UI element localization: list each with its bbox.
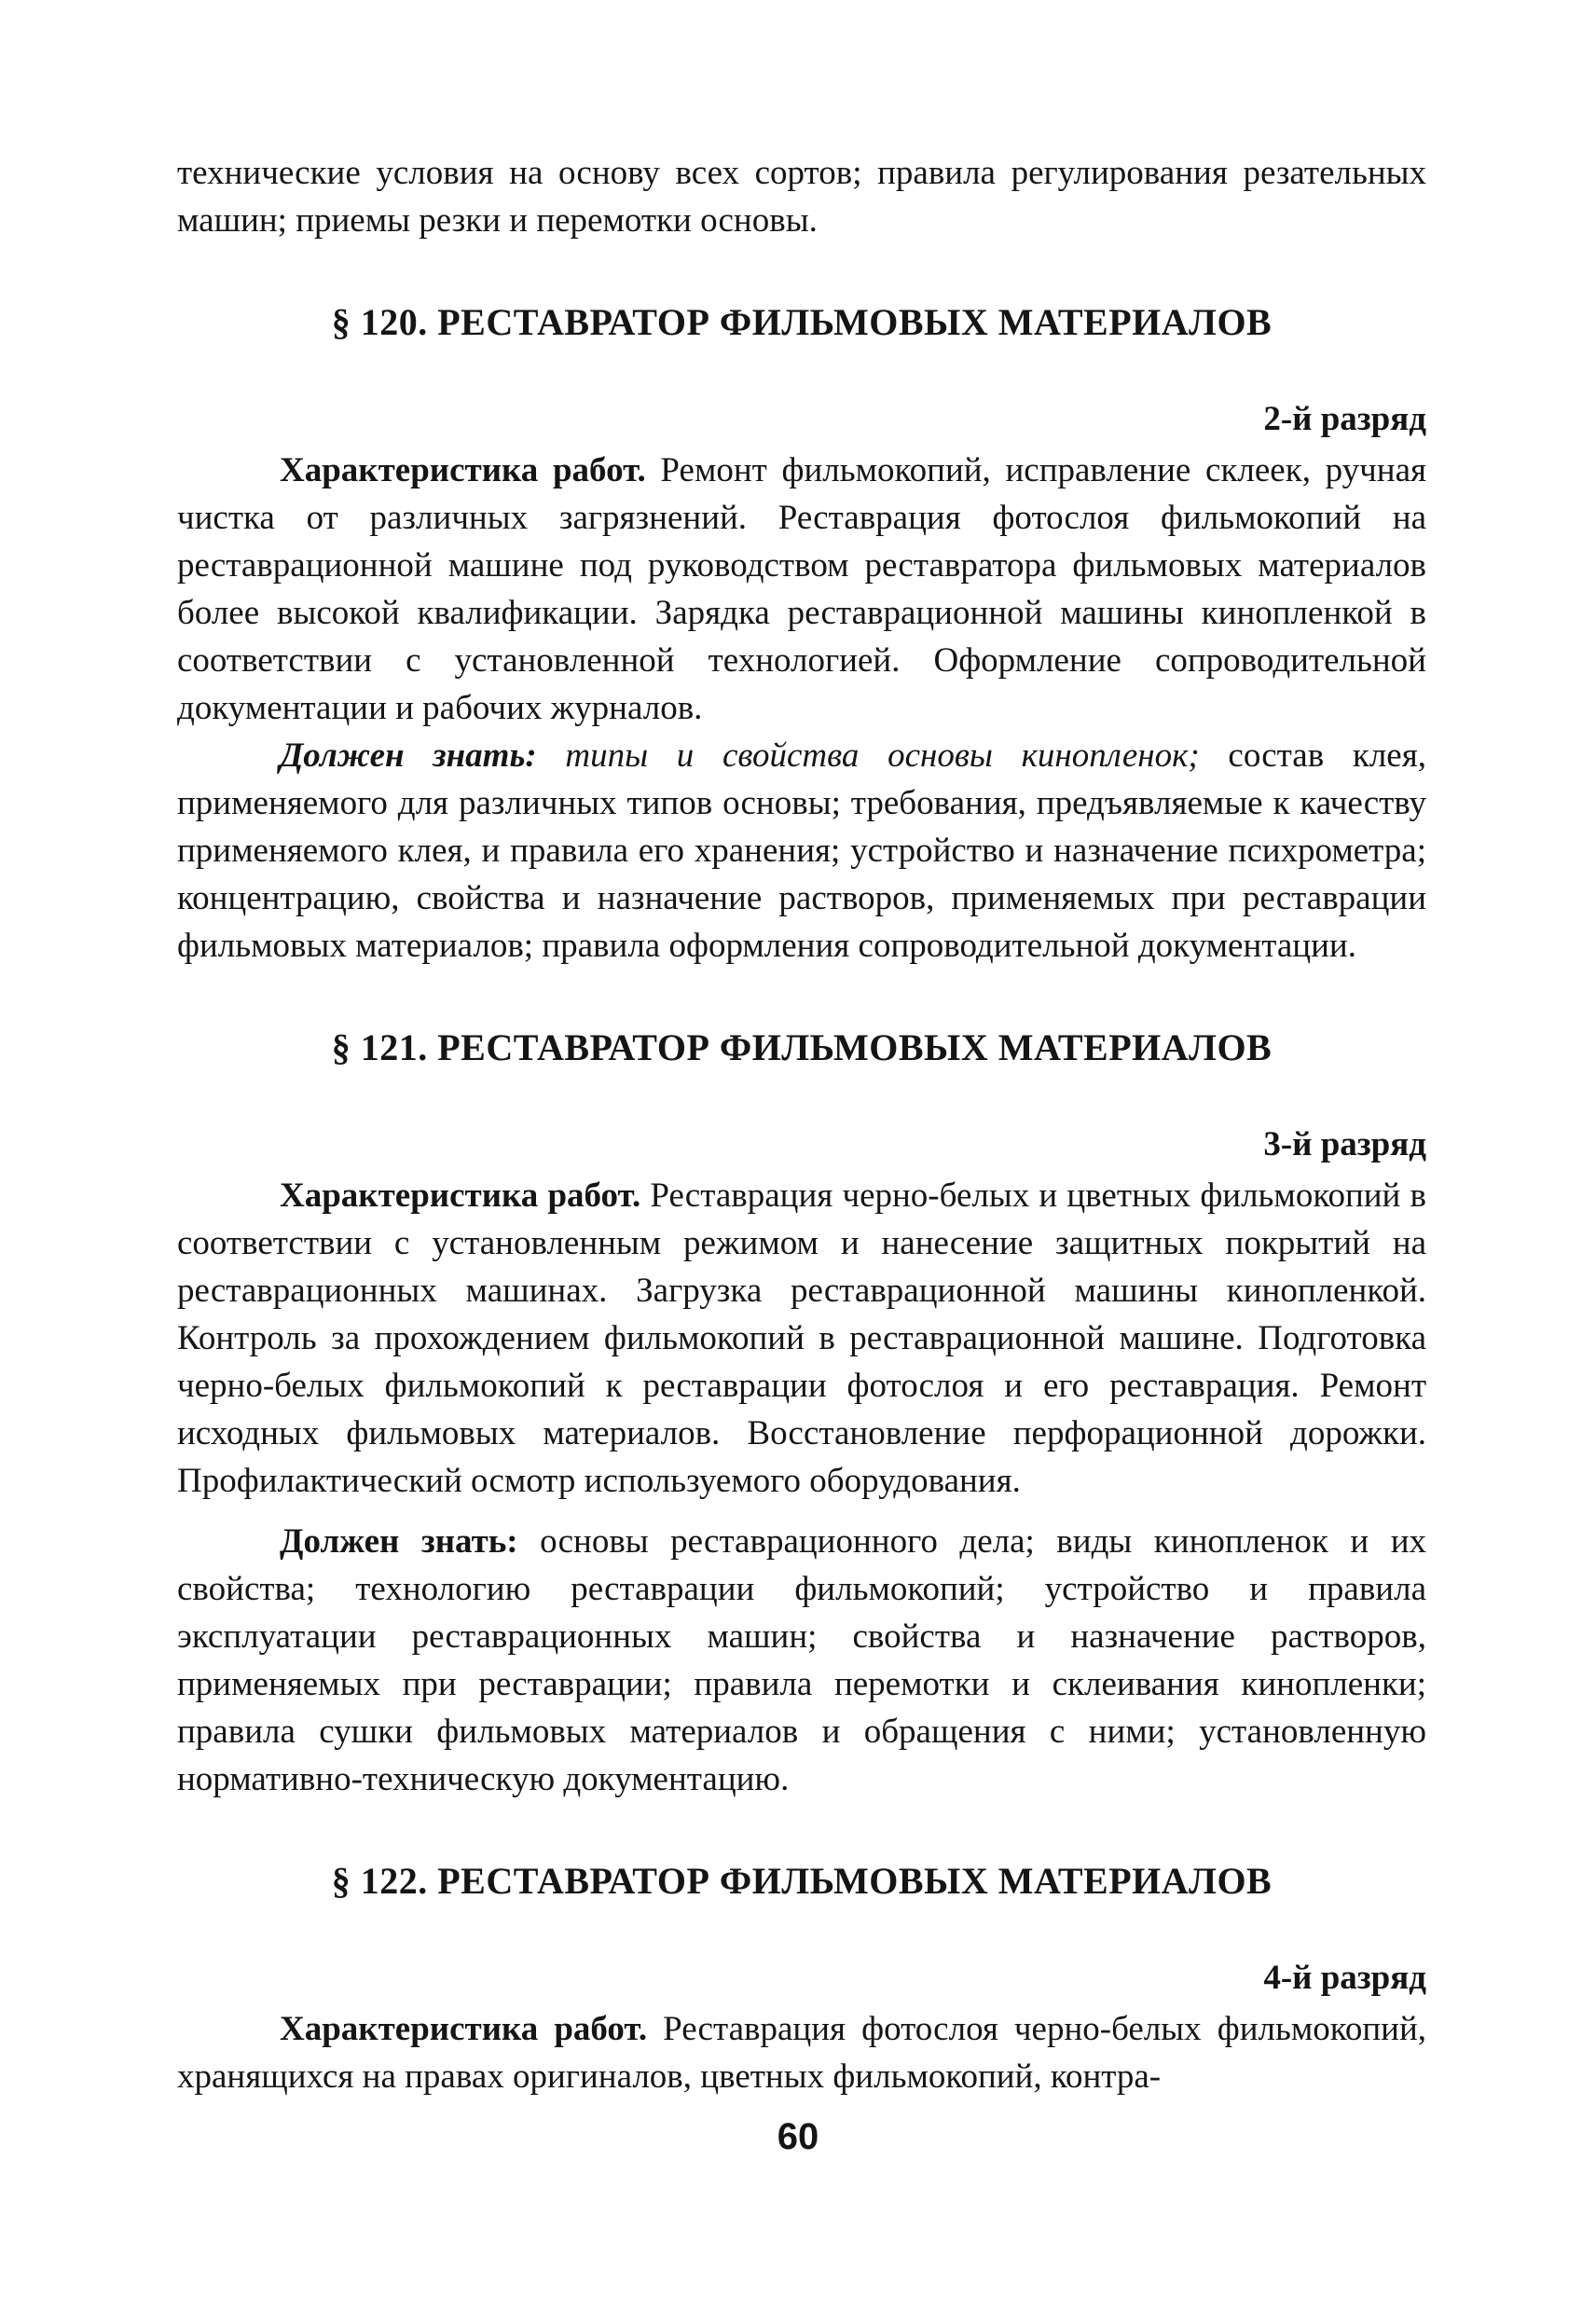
section-120-grade: 2-й разряд: [1263, 400, 1426, 438]
work-text: Реставрация черно-белых и цветных фильмокопий в соответствии с установленным режимом и нанесение защитных покрытий на реставрационных машинах. Загрузка реставрационной машины кинопленкой. Контроль за прохождением фильмокопий в реставрационной машине. Подготовка черно-белых фильмокопий к реставрации фотослоя и его реставрация. Ремонт исходных фильмовых материалов. Восстановление перфорационной дорожки. Профилактический осмотр используемого оборудования.: [177, 1177, 1426, 1500]
know-text: состав клея, применяемого для различных типов основы; требования, предъявляемые к качеству применяемого клея, и правила его хранения; устройство и назначение психрометра; концентрацию, свойства и назначение растворов, применяемых при реставрации фильмовых материалов; правила оформления сопроводительной документации.: [177, 736, 1426, 965]
section-120-heading: § 120. РЕСТАВРАТОР ФИЛЬМОВЫХ МАТЕРИАЛОВ: [331, 301, 1273, 343]
section-121-must-know: [177, 1518, 1426, 1803]
work-text: Ремонт фильмокопий, исправление склеек, ручная чистка от различных загрязнений. Реставрация фотослоя фильмокопий на реставрационной машине под руководством реставратора фильмовых материалов более высокой квалификации. Зарядка реставрационной машины кинопленкой в соответствии с установленной технологией. Оформление сопроводительной документации и рабочих журналов.: [177, 451, 1427, 727]
section-121-heading: § 121. РЕСТАВРАТОР ФИЛЬМОВЫХ МАТЕРИАЛОВ: [331, 1026, 1273, 1068]
section-121-grade: 3-й разряд: [1263, 1125, 1426, 1163]
section-121-work-characteristics: [177, 1172, 1426, 1505]
section-120-must-know: [177, 732, 1426, 970]
work-label: Характеристика работ.: [280, 451, 646, 489]
intro-paragraph: технические условия на основу всех сортов; правила регулирования резательных машин; приемы резки и перемотки основы.: [177, 154, 1426, 240]
page-content: [177, 149, 1426, 2100]
know-label: Должен знать:: [280, 1522, 518, 1561]
section-122-work-characteristics: [177, 2005, 1426, 2100]
know-label: Должен знать:: [280, 736, 537, 775]
work-label: Характеристика работ.: [280, 1177, 641, 1215]
work-label: Характеристика работ.: [280, 2010, 648, 2048]
section-120-work-characteristics: [177, 447, 1426, 732]
work-text: Реставрация фотослоя черно-белых фильмокопий, хранящихся на правах оригиналов, цветных фильмокопий, контра-: [177, 2010, 1426, 2096]
section-122-heading: § 122. РЕСТАВРАТОР ФИЛЬМОВЫХ МАТЕРИАЛОВ: [331, 1860, 1273, 1902]
section-122-grade: 4-й разряд: [1263, 1959, 1426, 1997]
know-italic-text: типы и свойства основы кинопленок;: [536, 736, 1200, 775]
know-text: основы реставрационного дела; виды кинопленок и их свойства; технологию реставрации фильмокопий; устройство и правила эксплуатации реставрационных машин; свойства и назначение растворов, применяемых при реставрации; правила перемотки и склеивания кинопленки; правила сушки фильмовых материалов и обращения с ними; установленную нормативно-техническую документацию.: [177, 1522, 1426, 1798]
page-number: 60: [777, 2116, 819, 2157]
